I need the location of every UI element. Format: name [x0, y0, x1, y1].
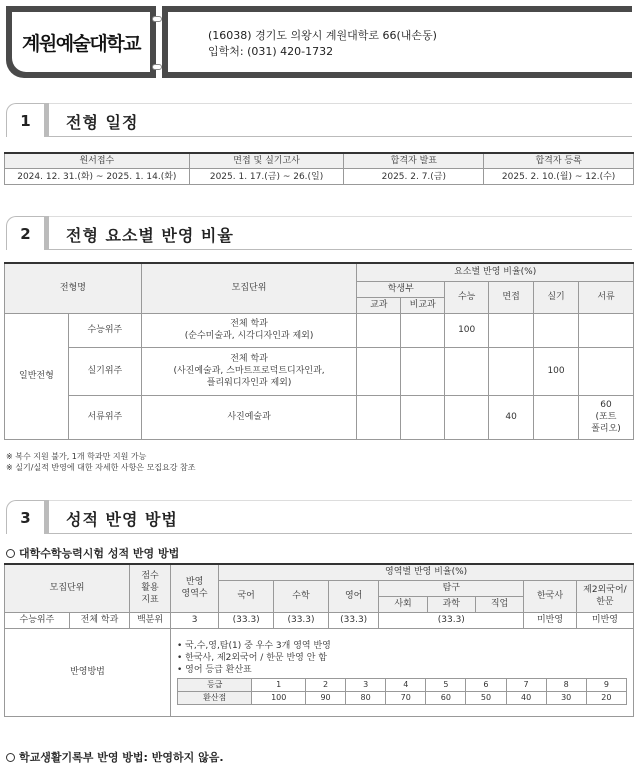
section-topline [49, 103, 632, 104]
conv-cell: 50 [466, 691, 506, 704]
circle-bullet-icon [6, 549, 15, 558]
address-frame [162, 6, 632, 78]
header-vocational: 직업 [475, 596, 523, 612]
phone-text: 입학처: (031) 420-1732 [208, 45, 334, 58]
math-cell: (33.3) [274, 612, 329, 628]
score-cell: 백분위 [130, 612, 171, 628]
method-item: • 국,수,영,탐(1) 중 우수 3개 영역 반영 [177, 640, 627, 652]
school-record-text: 학교생활기록부 반영 방법: 반영하지 않음. [19, 751, 224, 764]
address-text: (16038) 경기도 의왕시 계원대학로 66(내손동) [208, 29, 437, 42]
conv-cell: 60 [426, 691, 466, 704]
ratio-cell [579, 347, 634, 395]
ratio-cell [445, 347, 489, 395]
ratio-cell [534, 313, 579, 347]
header-areas: 반영 영역수 [170, 564, 218, 612]
header-korean: 국어 [219, 580, 274, 612]
binder-ring-icon [152, 16, 162, 22]
ratio-cell [357, 313, 401, 347]
ratio-cell [357, 395, 401, 439]
header-foreign: 제2외국어/ 한문 [576, 580, 633, 612]
section-bar [44, 500, 49, 534]
korean-cell: (33.3) [219, 612, 274, 628]
section-bar [44, 216, 49, 250]
track-cell: 실기위주 [68, 347, 141, 395]
header-nonsubject: 비교과 [401, 297, 445, 313]
track-cell: 수능위주 [68, 313, 141, 347]
header-practical: 실기 [534, 281, 579, 313]
binder-ring-icon [152, 64, 162, 70]
ratio-cell [401, 395, 445, 439]
conv-cell: 70 [386, 691, 426, 704]
unit-cell: 전체 학과 (사진예술과, 스마트프로덕트디자인과, 플리워디자인과 제외) [141, 347, 357, 395]
method-item: • 한국사, 제2외국어 / 한문 반영 안 함 [177, 652, 627, 664]
header-history: 한국사 [524, 580, 577, 612]
schedule-value: 2025. 2. 10.(월) ~ 12.(수) [484, 169, 634, 185]
header-unit: 모집단위 [141, 263, 357, 313]
english-grade-table [177, 678, 627, 705]
history-cell: 미반영 [524, 612, 577, 628]
foreign-cell: 미반영 [576, 612, 633, 628]
unit-cell: 전체 학과 [69, 612, 129, 628]
suneung-subtitle [6, 545, 179, 561]
ratio-cell: 40 [489, 395, 534, 439]
conv-label: 환산점 [177, 691, 251, 704]
grade-cell: 1 [252, 678, 306, 691]
method-list [177, 640, 627, 676]
track-cell: 수능위주 [5, 612, 70, 628]
ratio-cell: 100 [445, 313, 489, 347]
section-topline [49, 500, 632, 501]
section-number: 2 [6, 216, 44, 250]
ratio-cell [579, 313, 634, 347]
section-title: 전형 일정 [66, 113, 139, 132]
method-item: • 영어 등급 환산표 [177, 664, 627, 676]
areas-cell: 3 [170, 612, 218, 628]
header-math: 수학 [274, 580, 329, 612]
circle-bullet-icon [6, 753, 15, 762]
conv-cell: 30 [546, 691, 586, 704]
footnotes [6, 451, 196, 473]
conv-cell: 90 [305, 691, 345, 704]
university-header [6, 6, 632, 78]
header-school-record: 학생부 [357, 281, 445, 297]
schedule-value: 2025. 1. 17.(금) ~ 26.(일) [189, 169, 344, 185]
footnote: ※ 실기/실적 반영에 대한 자세한 사항은 모집요강 참조 [6, 463, 196, 472]
section-bar [44, 103, 49, 137]
ratio-cell [489, 347, 534, 395]
header-inquiry: 탐구 [379, 580, 524, 596]
grade-cell: 5 [426, 678, 466, 691]
section-2-header [6, 216, 632, 250]
suneung-table [4, 563, 634, 717]
ratio-table [4, 262, 634, 440]
section-3-header [6, 500, 632, 534]
grade-cell: 8 [546, 678, 586, 691]
grade-cell: 4 [386, 678, 426, 691]
header-score: 점수 활용 지표 [130, 564, 171, 612]
grade-label: 등급 [177, 678, 251, 691]
inquiry-cell: (33.3) [379, 612, 524, 628]
section-underline [49, 249, 632, 250]
section-title: 성적 반영 방법 [66, 510, 178, 529]
section-number: 1 [6, 103, 44, 137]
type-cell: 일반전형 [5, 313, 69, 439]
section-1-header [6, 103, 632, 137]
grade-cell: 7 [506, 678, 546, 691]
method-content [170, 628, 633, 716]
unit-cell: 전체 학과 (순수미술과, 시각디자인과 제외) [141, 313, 357, 347]
grade-cell: 6 [466, 678, 506, 691]
footnote: ※ 복수 지원 불가, 1개 학과만 지원 가능 [6, 452, 147, 461]
grade-cell: 2 [305, 678, 345, 691]
header-document: 서류 [579, 281, 634, 313]
ratio-cell [534, 395, 579, 439]
header-ratio: 요소별 반영 비율(%) [357, 263, 634, 281]
logo-frame [6, 6, 156, 78]
schedule-value: 2024. 12. 31.(화) ~ 2025. 1. 14.(화) [5, 169, 190, 185]
schedule-header: 면접 및 실기고사 [189, 153, 344, 169]
ratio-cell [401, 347, 445, 395]
section-underline [49, 533, 632, 534]
schedule-header: 원서접수 [5, 153, 190, 169]
schedule-header: 합격자 발표 [344, 153, 484, 169]
section-underline [49, 136, 632, 137]
header-type: 전형명 [5, 263, 142, 313]
ratio-cell: 60 (포트 폴리오) [579, 395, 634, 439]
ratio-cell [401, 313, 445, 347]
schedule-header: 합격자 등록 [484, 153, 634, 169]
address-block [168, 12, 632, 72]
method-label: 반영방법 [5, 628, 171, 716]
header-unit: 모집단위 [5, 564, 130, 612]
conv-cell: 100 [252, 691, 306, 704]
section-title: 전형 요소별 반영 비율 [66, 226, 234, 245]
header-social: 사회 [379, 596, 427, 612]
ratio-cell [489, 313, 534, 347]
unit-cell: 사진예술과 [141, 395, 357, 439]
ratio-cell: 100 [534, 347, 579, 395]
school-record-note [6, 749, 224, 765]
header-science: 과학 [427, 596, 475, 612]
header-subject: 교과 [357, 297, 401, 313]
header-suneung: 수능 [445, 281, 489, 313]
header-interview: 면접 [489, 281, 534, 313]
conv-cell: 40 [506, 691, 546, 704]
conv-cell: 80 [346, 691, 386, 704]
university-name: 계원예술대학교 [12, 12, 150, 72]
ratio-cell [357, 347, 401, 395]
ratio-cell [445, 395, 489, 439]
subtitle-text: 대학수학능력시험 성적 반영 방법 [19, 547, 180, 560]
section-topline [49, 216, 632, 217]
grade-cell: 3 [346, 678, 386, 691]
grade-cell: 9 [586, 678, 626, 691]
schedule-value: 2025. 2. 7.(금) [344, 169, 484, 185]
section-number: 3 [6, 500, 44, 534]
conv-cell: 20 [586, 691, 626, 704]
header-area-ratio: 영역별 반영 비율(%) [219, 564, 634, 580]
header-english: 영어 [328, 580, 378, 612]
track-cell: 서류위주 [68, 395, 141, 439]
schedule-table [4, 152, 634, 185]
english-cell: (33.3) [328, 612, 378, 628]
